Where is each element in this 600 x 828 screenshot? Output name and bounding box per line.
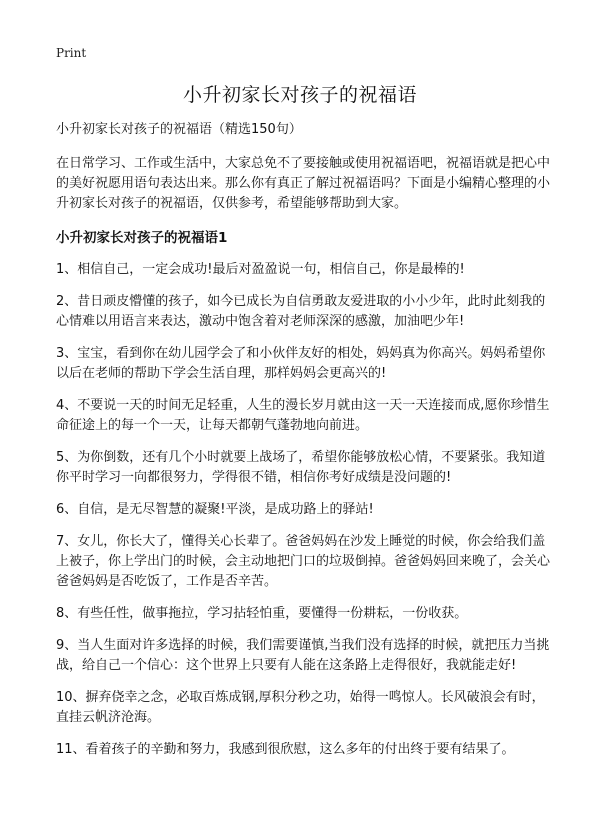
wish-item: 4、不要说一天的时间无足轻重，人生的漫长岁月就由这一天一天连接而成,愿你珍惜生命征途上的每一个一天，让每天都朝气蓬勃地向前进。 [56, 398, 550, 433]
wish-item: 7、女儿，你长大了，懂得关心长辈了。爸爸妈妈在沙发上睡觉的时候，你会给我们盖上被子，你上学出门的时候，会主动地把门口的垃圾倒掉。爸爸妈妈回来晚了，会关心爸爸妈妈是否吃饭了，工作是否辛苦。 [56, 534, 551, 589]
article-body [56, 120, 552, 772]
print-link[interactable]: Print [56, 46, 87, 60]
wish-item: 2、昔日顽皮懵懂的孩子，如今已成长为自信勇敢友爱进取的小小少年，此时此刻我的心情难以用语言来表达，激动中饱含着对老师深深的感激，加油吧少年! [56, 294, 546, 329]
wish-list [56, 260, 552, 760]
wish-item: 1、相信自己，一定会成功!最后对盈盈说一句，相信自己，你是最棒的! [56, 262, 465, 277]
wish-item: 9、当人生面对许多选择的时候，我们需要谨慎,当我们没有选择的时候，就把压力当挑战，给自己一个信心：这个世界上只要有人能在这条路上走得很好，我就能走好! [56, 638, 550, 673]
article-subtitle: 小升初家长对孩子的祝福语（精选150句） [56, 122, 302, 137]
wish-item: 8、有些任性，做事拖拉，学习拈轻怕重，要懂得一份耕耘，一份收获。 [56, 606, 468, 621]
wish-item: 11、看着孩子的辛勤和努力，我感到很欣慰，这么多年的付出终于要有结果了。 [56, 742, 515, 757]
intro-paragraph: 在日常学习、工作或生活中，大家总免不了要接触或使用祝福语吧，祝福语就是把心中的美好祝愿用语句表达出来。那么你有真正了解过祝福语吗？下面是小编精心整理的小升初家长对孩子的祝福语，仅供参考，希望能够帮助到大家。 [56, 156, 551, 211]
wish-item: 3、宝宝，看到你在幼儿园学会了和小伙伴友好的相处，妈妈真为你高兴。妈妈希望你以后在老师的帮助下学会生活自理，那样妈妈会更高兴的! [56, 346, 546, 381]
wish-item: 5、为你倒数，还有几个小时就要上战场了，希望你能够放松心情，不要紧张。我知道你平时学习一向都很努力，学得很不错，相信你考好成绩是没问题的! [56, 450, 546, 485]
wish-item: 10、摒弃侥幸之念，必取百炼成钢,厚积分秒之功，始得一鸣惊人。长风破浪会有时，直挂云帆济沧海。 [56, 690, 545, 725]
wish-item: 6、自信，是无尽智慧的凝聚!平淡，是成功路上的驿站! [56, 502, 374, 517]
section-heading: 小升初家长对孩子的祝福语1 [56, 230, 228, 246]
page-title: 小升初家长对孩子的祝福语 [182, 84, 417, 106]
